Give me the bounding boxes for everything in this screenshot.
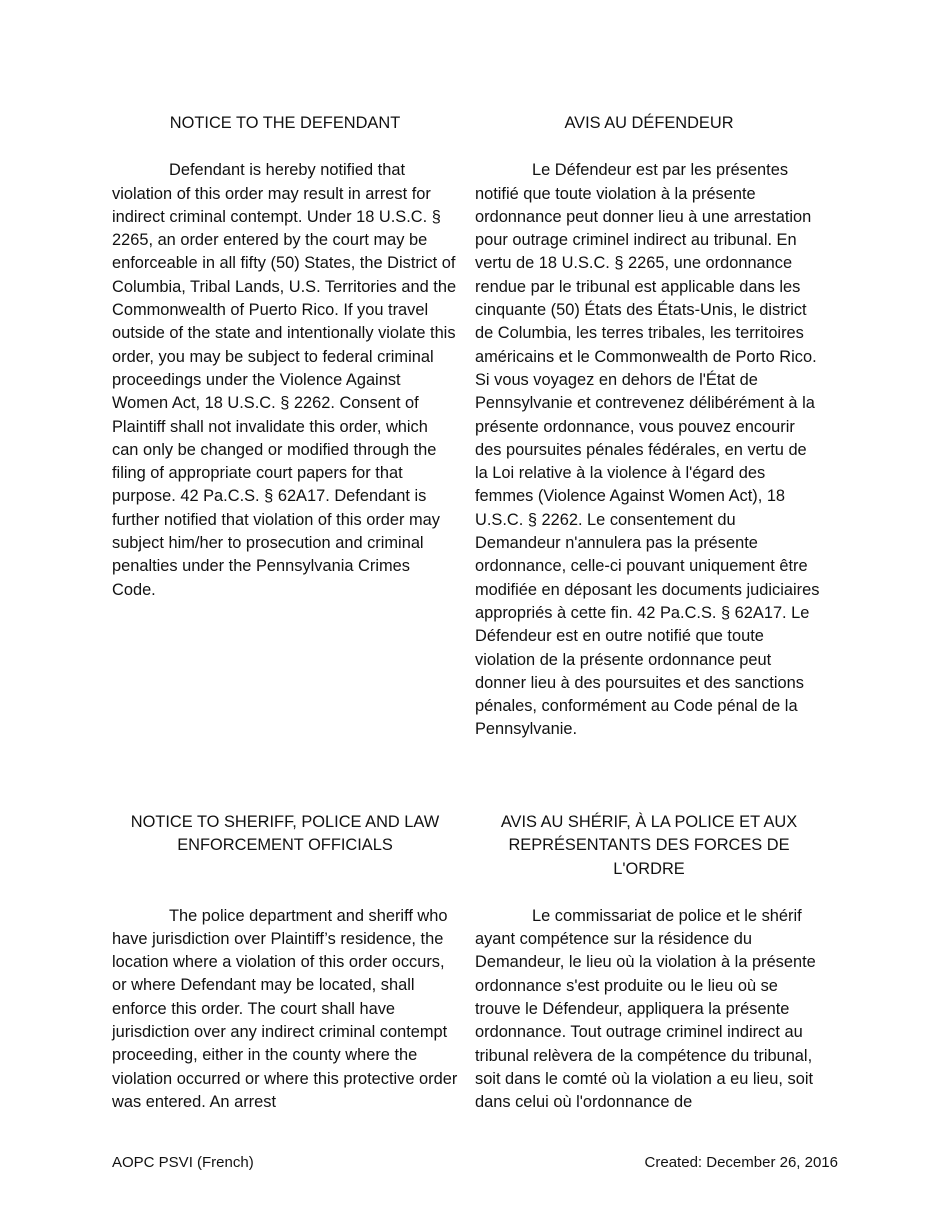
notice-defendant-fr-heading: AVIS AU DÉFENDEUR <box>564 114 734 132</box>
notice-defendant-en-heading: NOTICE TO THE DEFENDANT <box>169 114 401 132</box>
footer-form-id: AOPC PSVI (French) <box>112 1154 254 1171</box>
notice-sheriff-en-heading: NOTICE TO SHERIFF, POLICE AND LAW ENFORCEMENT OFFICIALS <box>130 813 440 855</box>
notice-sheriff-fr <box>475 811 823 1115</box>
notice-defendant-en <box>112 112 458 602</box>
notice-sheriff-fr-heading: AVIS AU SHÉRIF, À LA POLICE ET AUX REPRÉSENTANTS DES FORCES DE L'ORDRE <box>500 813 798 878</box>
notice-defendant-fr <box>475 112 823 742</box>
notice-defendant-fr-body: Le Défendeur est par les présentes notifié que toute violation à la présente ordonnance peut donner lieu à une arrestation pour outrage criminel indirect au tribunal. En vertu de 18 U.S.C. § 2265, une ordonnance rendue par le tribunal est applicable dans les cinquante (50) États des États-Unis, le district de Columbia, les terres tribales, les territoires américains et le Commonwealth de Porto Rico. Si vous voyagez en dehors de l'État de Pennsylvanie et contrevenez délibérément à la présente ordonnance, vous pouvez encourir des poursuites pénales fédérales, en vertu de la Loi relative à la violence à l'égard des femmes (Violence Against Women Act), 18 U.S.C. § 2262. Le consentement du Demandeur n'annulera pas la présente ordonnance, celle-ci pouvant uniquement être modifiée en déposant les documents judiciaires appropriés à cette fin. 42 Pa.C.S. § 62A17. Le Défendeur est en outre notifié que toute violation de la présente ordonnance peut donner lieu à des poursuites et des sanctions pénales, conformément au Code pénal de la Pennsylvanie. <box>475 161 820 739</box>
notice-defendant-en-body: Defendant is hereby notified that violation of this order may result in arrest for indirect criminal contempt. Under 18 U.S.C. § 2265, an order entered by the court may be enforceable in all fifty (50) States, the District of Columbia, Tribal Lands, U.S. Territories and the Commonwealth of Puerto Rico. If you travel outside of the state and intentionally violate this order, you may be subject to federal criminal proceedings under the Violence Against Women Act, 18 U.S.C. § 2262. Consent of Plaintiff shall not invalidate this order, which can only be changed or modified through the filing of appropriate court papers for that purpose. 42 Pa.C.S. § 62A17. Defendant is further notified that violation of this order may subject him/her to prosecution and criminal penalties under the Pennsylvania Crimes Code. <box>112 161 457 599</box>
notice-sheriff-en-body: The police department and sheriff who have jurisdiction over Plaintiff’s residence, the location where a violation of this order occurs, or where Defendant may be located, shall enforce this order. The court shall have jurisdiction over any indirect criminal contempt proceeding, either in the county where the violation occurred or where this protective order was entered. An arrest <box>112 906 458 1111</box>
footer-created-date: Created: December 26, 2016 <box>644 1154 838 1171</box>
notice-sheriff-en <box>112 811 458 1114</box>
notice-sheriff-fr-body: Le commissariat de police et le shérif ayant compétence sur la résidence du Demandeur, le lieu où la violation à la présente ordonnance s'est produite ou le lieu où se trouve le Défendeur, appliquera la présente ordonnance. Tout outrage criminel indirect au tribunal relèvera de la compétence du tribunal, soit dans le comté où la violation a eu lieu, soit dans celui où l'ordonnance de <box>475 906 816 1112</box>
